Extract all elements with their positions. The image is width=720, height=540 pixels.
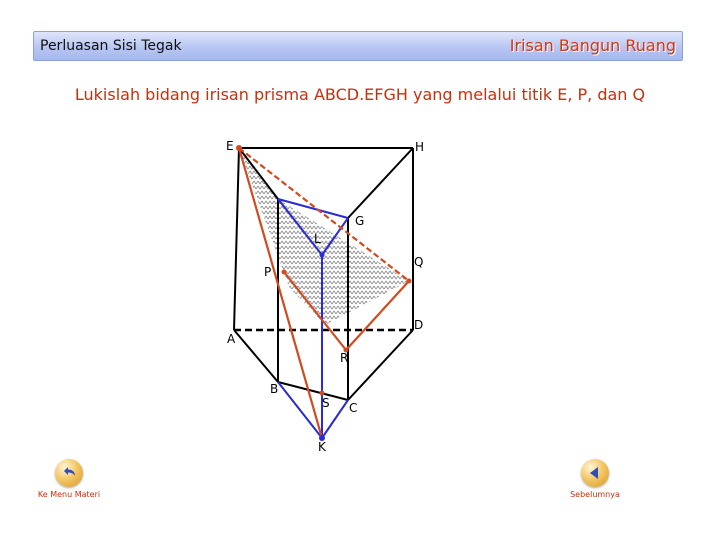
line-B-K (278, 382, 322, 438)
instruction-text: Lukislah bidang irisan prisma ABCD.EFGH yang melalui titik E, P, dan Q (74, 85, 646, 104)
previous-label: Sebelumnya (570, 490, 620, 499)
label-L: L (314, 232, 321, 246)
section-title: Perluasan Sisi Tegak (40, 38, 182, 54)
label-C: C (349, 401, 358, 415)
left-triangle-icon (581, 459, 609, 487)
menu-materi-label: Ke Menu Materi (37, 490, 101, 499)
label-D: D (414, 318, 424, 332)
label-S: S (322, 396, 330, 410)
label-H: H (415, 140, 425, 154)
label-K: K (318, 440, 326, 454)
label-Q: Q (414, 255, 424, 269)
previous-button[interactable] (565, 459, 625, 499)
label-E: E (226, 139, 234, 153)
back-arrow-icon (55, 459, 83, 487)
edge-HC (348, 148, 413, 218)
edge-DC (348, 330, 413, 400)
point-Q (407, 279, 412, 284)
point-S (320, 391, 325, 396)
menu-materi-button[interactable] (34, 459, 104, 499)
point-L (320, 253, 325, 258)
label-B: B (270, 382, 279, 396)
edge-AB (234, 330, 278, 382)
point-P (282, 270, 287, 275)
point-E (236, 145, 242, 151)
label-P: P (264, 265, 272, 279)
label-A: A (227, 332, 236, 346)
label-R: R (340, 351, 349, 365)
edge-BC (278, 382, 348, 400)
page-title: Irisan Bangun Ruang (509, 36, 676, 55)
label-G: G (355, 214, 365, 228)
edge-EA (234, 148, 239, 330)
